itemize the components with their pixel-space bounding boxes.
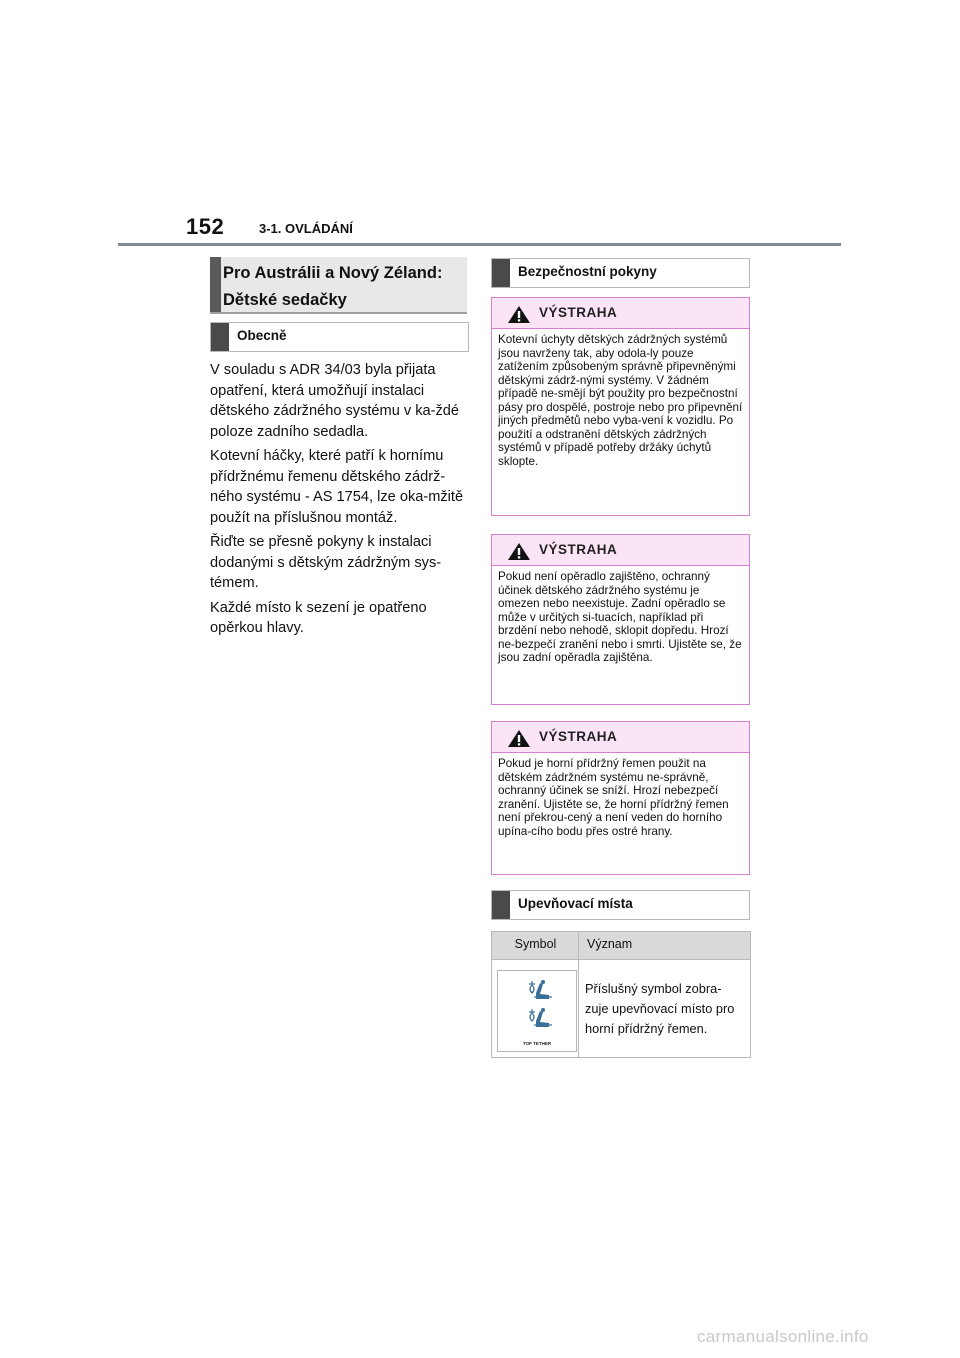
warning-label: VÝSTRAHA — [539, 305, 618, 320]
body-text — [210, 360, 468, 643]
paragraph: Řiďte se přesně pokyny k instalaci dodanými s dětským zádržným sys-témem. — [210, 534, 442, 591]
warning-text: Kotevní úchyty dětských zádržných systémů jsou navrženy tak, aby odola-ly pouze zatížením způsobeným správně připevněnými dětskými zádrž-nými systémy. V žádném případě ne-smějí být použity pro bezpečnostní pásy pro dospělé, postroje nebo pro připevnění jiných předmětů nebo vyba-vení k vozidlu. Po použití a odstranění dětských zádržných systémů v případě potřeby držáky úchytů sklopte. — [498, 333, 743, 468]
warning-header — [492, 298, 749, 329]
subsection-heading-general — [210, 322, 469, 352]
subsection-title: Obecně — [237, 328, 287, 343]
warning-text: Pokud není opěradlo zajištěno, ochranný účinek dětského zádržného systému je omezen nebo neexistuje. Zadní opěradlo se může v určitých si-tuacích, například při brzdění nebo nehodě, sklopit dopředu. Hrozí ne-bezpečí zranění nebo i smrti. Ujistěte se, že jsou zadní opěradla zajištěna. — [498, 570, 742, 664]
anchor-title: Upevňovací místa — [518, 896, 633, 911]
section-heading-text — [223, 260, 442, 314]
anchor-points-heading — [491, 890, 750, 920]
page-number: 152 — [186, 214, 225, 239]
warning-body — [492, 329, 749, 475]
safety-title: Bezpečnostní pokyny — [518, 264, 657, 279]
heading-bar — [211, 323, 229, 351]
heading-bar — [210, 257, 221, 312]
warning-header — [492, 535, 749, 566]
section-title-line1: Pro Austrálii a Nový Zéland: — [223, 264, 443, 282]
symbol-table — [491, 931, 751, 1058]
warning-text: Pokud je horní přídržný řemen použit na dětském zádržném systému ne-správně, ochranný účinek se sníží. Hrozí nebezpečí zranění. Ujistěte se, že horní přídržný řemen není překrou-cený a není veden do horního upína-cího bodu přes ostré hrany. — [498, 757, 729, 838]
paragraph: V souladu s ADR 34/03 byla přijata opatření, která umožňují instalaci dětského zádržného systému v ka-ždé poloze zadního sedadla. — [210, 362, 460, 440]
warning-box — [491, 721, 750, 875]
column-header-meaning: Význam — [587, 937, 633, 951]
section-heading — [210, 257, 467, 314]
column-divider — [578, 932, 579, 1057]
paragraph: Kotevní háčky, které patří k hornímu přídržnému řemenu dětského zádrž-ného systému - AS 1754, lze oka-mžitě použít na příslušnou montáž. — [210, 448, 464, 526]
warning-label: VÝSTRAHA — [539, 729, 618, 744]
header-rule — [118, 243, 841, 246]
paragraph: Každé místo k sezení je opatřeno opěrkou hlavy. — [210, 599, 427, 636]
column-header-symbol: Symbol — [514, 937, 557, 951]
symbol-meaning: Příslušný symbol zobra-zuje upevňovací místo pro horní přídržný řemen. — [585, 981, 735, 1036]
warning-box — [491, 534, 750, 705]
warning-body — [492, 753, 749, 845]
chapter-title: 3-1. OVLÁDÁNÍ — [259, 221, 353, 236]
table-header-row — [492, 932, 750, 960]
heading-bar — [492, 259, 510, 287]
warning-body — [492, 566, 749, 672]
child-seat-anchor-icon — [498, 971, 576, 1041]
warning-label: VÝSTRAHA — [539, 542, 618, 557]
safety-heading — [491, 258, 750, 288]
warning-triangle-icon — [507, 305, 531, 324]
warning-box — [491, 297, 750, 516]
heading-bar — [492, 891, 510, 919]
top-tether-symbol-image — [497, 970, 577, 1052]
warning-header — [492, 722, 749, 753]
warning-triangle-icon — [507, 729, 531, 748]
top-tether-caption: TOP TETHER — [522, 1041, 552, 1046]
section-title-line2: Dětské sedačky — [223, 291, 347, 309]
watermark: carmanualsonline.info — [697, 1327, 869, 1346]
warning-triangle-icon — [507, 542, 531, 561]
